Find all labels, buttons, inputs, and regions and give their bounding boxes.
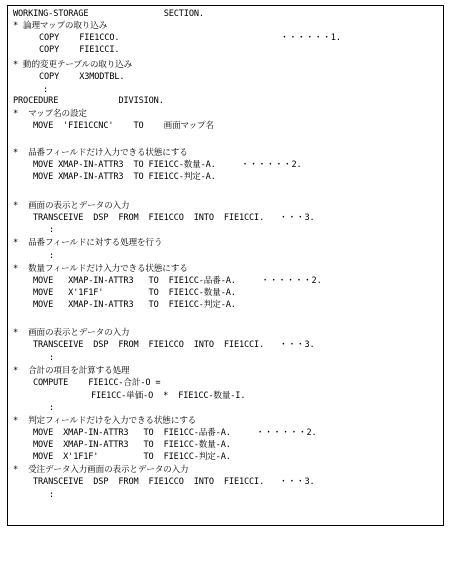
code-line: : [39,353,55,363]
comment-line: * 品番フィールドだけ入力できる状態にする [13,148,188,158]
comment-line: * 合計の項目を計算する処理 [13,366,130,376]
code-line: TRANSCEIVE DSP FROM FIE1CCO INTO FIE1CCI. ・・・3. [33,477,315,487]
comment-line: * 画面の表示とデータの入力 [13,201,130,211]
code-line: MOVE XMAP-IN-ATTR3 TO FIE1CC-数量-A. [33,440,231,450]
code-line: WORKING-STORAGE SECTION. [13,9,204,19]
comment-line: * マップ名の設定 [13,109,87,119]
comment-line: * 画面の表示とデータの入力 [13,328,130,338]
code-line: : [39,225,55,235]
code-line: MOVE XMAP-IN-ATTR3 TO FIE1CC-判定-A. [33,172,216,182]
code-line: TRANSCEIVE DSP FROM FIE1CCO INTO FIE1CCI. ・・・3. [33,213,315,223]
code-line: MOVE 'FIE1CCNC' TO 画面マップ名 [33,121,214,131]
comment-line: * 判定フィールドだけを入力できる状態にする [13,416,197,426]
code-line: COPY FIE1CCO. ・・・・・・1. [39,33,341,43]
comment-line: * 数量フィールドだけ入力できる状態にする [13,264,188,274]
comment-line: * 動的変更テーブルの取り込み [13,60,133,70]
code-line: MOVE XMAP-IN-ATTR3 TO FIE1CC-品番-A. ・・・・・・2. [33,276,322,286]
code-line: MOVE XMAP-IN-ATTR3 TO FIE1CC-数量-A. ・・・・・・2. [33,160,302,170]
code-line: : [33,85,49,95]
code-line: MOVE X'1F1F' TO FIE1CC-数量-A. [33,288,236,298]
comment-line: * 品番フィールドに対する処理を行う [13,238,163,248]
comment-line: * 論理マップの取り込み [13,21,108,31]
code-line: : [39,490,55,500]
code-line: MOVE XMAP-IN-ATTR3 TO FIE1CC-品番-A. ・・・・・・2. [33,428,317,438]
code-line: COPY X3MODTBL. [39,72,125,82]
code-line: COMPUTE FIE1CC-合計-O = [33,378,161,388]
code-line: MOVE X'1F1F' TO FIE1CC-判定-A. [33,452,231,462]
comment-line: * 受注データ入力画面の表示とデータの入力 [13,465,189,475]
listing-frame [7,5,444,526]
code-line: TRANSCEIVE DSP FROM FIE1CCO INTO FIE1CCI. ・・・3. [33,340,315,350]
code-line: COPY FIE1CCI. [39,45,120,55]
code-line: MOVE XMAP-IN-ATTR3 TO FIE1CC-判定-A. [33,300,236,310]
code-line: : [39,251,55,261]
code-line: FIE1CC-単価-O * FIE1CC-数量-I. [91,391,246,401]
code-line: : [39,403,55,413]
code-line: PROCEDURE DIVISION. [13,96,164,106]
